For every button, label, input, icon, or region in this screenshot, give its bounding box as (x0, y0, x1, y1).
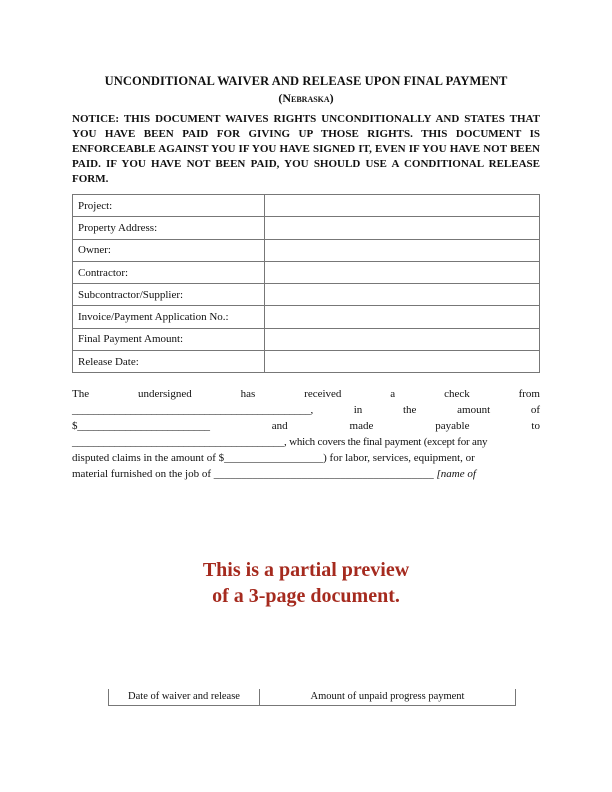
field-label-final-payment-amount: Final Payment Amount: (73, 328, 265, 350)
body-word: the (403, 404, 417, 416)
body-word: undersigned (137, 388, 192, 400)
body-word: The (72, 388, 90, 400)
field-value-invoice-no[interactable] (265, 306, 540, 328)
table-row (73, 239, 540, 261)
body-word: of (530, 404, 540, 416)
table-row (73, 261, 540, 283)
body-word: amount (457, 404, 491, 416)
table-row (73, 306, 540, 328)
table-row (73, 328, 540, 350)
document-title: UNCONDITIONAL WAIVER AND RELEASE UPON FINAL PAYMENT (104, 74, 508, 88)
job-blank-line[interactable]: material furnished on the job of ________________________________________ (72, 468, 437, 480)
field-value-contractor[interactable] (265, 261, 540, 283)
body-word: has (240, 388, 256, 400)
body-line-4 (72, 434, 540, 450)
amount-blank[interactable]: $_________________________ (72, 420, 210, 432)
body-word: to (531, 420, 540, 432)
body-line-2 (72, 402, 540, 418)
body-word: in (353, 404, 363, 416)
body-word: received (304, 388, 342, 400)
disputed-claims-line: disputed claims in the amount of $__________________) for labor, services, equipment, or (72, 452, 475, 464)
name-of-instruction: [name of (436, 468, 476, 480)
field-value-owner[interactable] (265, 239, 540, 261)
field-value-subcontractor[interactable] (265, 284, 540, 306)
field-value-property-address[interactable] (265, 217, 540, 239)
signature-date-table (108, 689, 516, 706)
field-label-invoice-no: Invoice/Payment Application No.: (73, 306, 265, 328)
body-word: check (444, 388, 470, 400)
field-value-final-payment-amount[interactable] (265, 328, 540, 350)
table-row (73, 351, 540, 373)
body-word: and (271, 420, 288, 432)
field-label-owner: Owner: (73, 239, 265, 261)
body-line-3 (72, 418, 540, 434)
body-word: a (390, 388, 396, 400)
body-word: from (518, 388, 540, 400)
field-label-project: Project: (73, 195, 265, 217)
preview-line-2: of a 3-page document. (212, 585, 400, 607)
partial-preview-banner (72, 557, 540, 609)
body-line-1 (72, 386, 540, 402)
date-of-waiver-header: Date of waiver and release (109, 689, 260, 705)
field-value-project[interactable] (265, 195, 540, 217)
preview-line-1: This is a partial preview (202, 559, 410, 581)
notice-paragraph: NOTICE: THIS DOCUMENT WAIVES RIGHTS UNCONDITIONALLY AND STATES THAT YOU HAVE BEEN PAID FOR GIVING UP THOSE RIGHTS. THIS DOCUMENT IS ENFORCEABLE AGAINST YOU IF YOU HAVE SIGNED IT, EVEN IF YOU HAVE NOT BEEN PAID. IF YOU HAVE NOT BEEN PAID, YOU SHOULD USE A CONDITIONAL RELEASE FORM. (72, 113, 540, 185)
field-value-release-date[interactable] (265, 351, 540, 373)
table-row (73, 217, 540, 239)
field-label-contractor: Contractor: (73, 261, 265, 283)
payee-blank-line[interactable]: ________________________________________, which covers the final payment (except for any (72, 436, 488, 448)
body-line-5 (72, 450, 540, 466)
table-row (73, 195, 540, 217)
body-word: payable (435, 420, 470, 432)
release-body-paragraph (72, 386, 540, 482)
body-word: made (349, 420, 374, 432)
unpaid-amount-header: Amount of unpaid progress payment (310, 691, 465, 702)
field-label-property-address: Property Address: (73, 217, 265, 239)
project-info-table (72, 194, 540, 373)
field-label-subcontractor: Subcontractor/Supplier: (73, 284, 265, 306)
payer-blank[interactable]: _____________________________________________, (72, 404, 314, 416)
document-subtitle: (Nebraska) (278, 91, 334, 105)
body-line-6 (72, 466, 540, 482)
table-row (73, 284, 540, 306)
field-label-release-date: Release Date: (73, 351, 265, 373)
